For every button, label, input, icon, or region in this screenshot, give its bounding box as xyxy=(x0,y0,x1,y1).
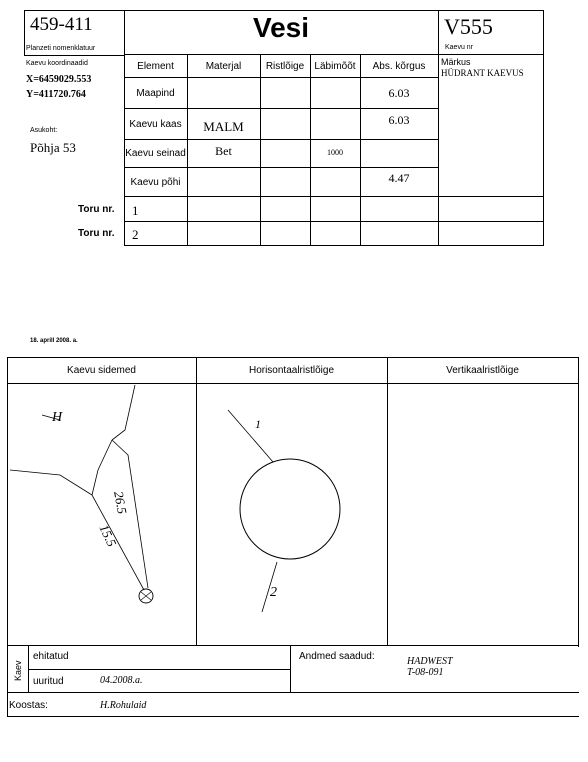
x-coordinate: X=6459029.553 xyxy=(26,74,92,85)
table-row-diameter: 1000 xyxy=(327,147,343,157)
page-title: Vesi xyxy=(252,12,310,43)
well-id: V555 xyxy=(444,14,493,39)
horizontal-pipe-label: 2 xyxy=(270,585,277,600)
col-sidemed: Kaevu sidemed xyxy=(67,365,136,376)
koostas-value: H.Rohulaid xyxy=(100,700,147,711)
col-header-element: Element xyxy=(137,60,174,72)
table-row-element: Kaevu põhi xyxy=(130,176,181,188)
remark-label: Märkus xyxy=(441,57,471,67)
sketch-distance: 26.5 xyxy=(111,490,130,516)
source-label: Andmed saadud: xyxy=(299,651,375,662)
nomenclature-label: Planzeti nomenklatuur xyxy=(26,45,96,52)
horizontal-pipe-label: 1 xyxy=(255,417,261,431)
y-coordinate: Y=411720.764 xyxy=(26,89,86,100)
table-row-material: Bet xyxy=(215,143,232,158)
col-header-diameter: Läbimõõt xyxy=(314,60,356,72)
sketch-distance: 15.5 xyxy=(96,522,120,549)
col-header-cross-section: Ristlõige xyxy=(265,60,305,72)
nomenclature-value: 459-411 xyxy=(30,14,93,35)
uuritud-label: uuritud xyxy=(33,676,64,687)
well-label: Kaevu nr xyxy=(445,44,474,51)
table-row-element: Kaevu kaas xyxy=(129,118,182,130)
location-label: Asukoht: xyxy=(30,127,58,134)
pipe-label: Toru nr. xyxy=(78,204,115,215)
col-vertical: Vertikaalristlõige xyxy=(446,365,519,376)
uuritud-value: 04.2008.a. xyxy=(100,675,143,686)
koostas-label: Koostas: xyxy=(9,700,48,711)
source-value: T-08-091 xyxy=(407,667,444,678)
location-value: Põhja 53 xyxy=(30,140,76,155)
ehitatud-label: ehitatud xyxy=(33,651,69,662)
table-row-height: 6.03 xyxy=(388,112,410,127)
remark-value: HÜDRANT KAEVUS xyxy=(441,68,524,78)
sheet-date: 18. aprill 2008. a. xyxy=(30,338,78,344)
table-row-element: Kaevu seinad xyxy=(125,148,186,159)
sketch-label-h: H xyxy=(52,410,63,425)
source-value: HADWEST xyxy=(407,656,453,667)
table-row-height: 6.03 xyxy=(388,85,410,100)
pipe-value: 1 xyxy=(132,203,139,218)
coordinates-label: Kaevu koordinaadid xyxy=(26,60,88,67)
table-row-height: 4.47 xyxy=(388,170,410,185)
table-row-element: Maapind xyxy=(136,87,175,99)
col-horizontal: Horisontaalristlõige xyxy=(248,365,335,376)
pipe-label: Toru nr. xyxy=(78,228,115,239)
col-header-material: Materjal xyxy=(205,60,242,72)
pipe-value: 2 xyxy=(132,227,139,242)
col-header-height: Abs. kõrgus xyxy=(372,60,426,72)
table-row-material: MALM xyxy=(203,119,244,134)
kaev-label: Kaev xyxy=(13,660,23,681)
